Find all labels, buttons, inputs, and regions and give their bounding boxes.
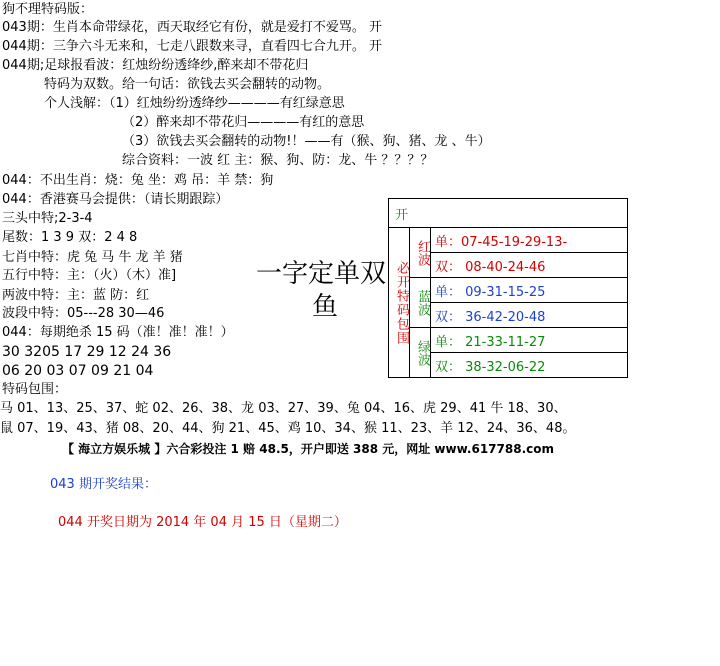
wave-table [388,198,628,378]
line-surround-title: 特码包围： [2,382,68,397]
line-five-elements: 五行中特：主：（火）（木）准] [2,268,177,283]
red-odd: 单：07-45-19-29-13- [431,228,628,253]
green-odd: 单： 21-33-11-27 [431,328,628,353]
line-seven-zodiac: 七肖中特：虎 兔 马 牛 龙 羊 猪 [2,250,183,265]
ad-banner: 【 海立方娱乐城 】六合彩投注 1 赔 48.5，开户即送 388 元，网址 www.617788.com [62,442,554,456]
line-kill: 044：每期绝杀 15 码（准！准！准！） [2,325,234,340]
big-title-line-1: 一字定单双 [256,259,387,289]
line-explain-2: （2）醉来却不带花归————有红的意思 [122,115,365,130]
line-explain-1: 个人浅解：（1）红烛纷纷透绛纱————有红绿意思 [44,96,345,111]
green-even: 双： 38-32-06-22 [431,353,628,378]
line-kill-nums-1: 30 3205 17 29 12 24 36 [2,344,172,360]
big-title-line-2: 鱼 [312,292,339,322]
line-even-hint: 特码为双数。给一句话：欲钱去买会翻转的动物。 [44,77,331,92]
line-surround-1: 马 01、13、25、37、蛇 02、26、38、龙 03、27、39、兔 04、16、虎 29、41 牛 18、30、 [0,401,567,416]
line-two-waves: 两波中特：主：蓝 防：红 [2,288,150,303]
line-football: 044期;足球报看波：红烛纷纷透绛纱,醉来却不带花归 [2,58,309,73]
line-044-poem: 044期：三争六斗无来和，七走八跟数来寻，直看四七合九开。 开 [2,39,382,54]
line-no-zodiac: 044：不出生肖：烧：兔 坐：鸡 吊：羊 禁：狗 [2,173,274,188]
line-kill-nums-2: 06 20 03 07 09 21 04 [2,363,154,379]
date-line: 044 开奖日期为 2014 年 04 月 15 日（星期二） [58,515,347,530]
red-even: 双： 08-40-24-46 [431,253,628,278]
result-title: 043 期开奖结果： [50,477,157,492]
line-heads: 三头中特;2-3-4 [2,211,93,226]
line-jockey: 044：香港赛马会提供：（请长期跟踪） [2,192,229,207]
line-title: 狗不理特码版： [2,2,94,17]
blue-wave-label: 蓝波 [410,278,431,328]
green-wave-label: 绿波 [410,328,431,378]
line-tails: 尾数：1 3 9 双：2 4 8 [2,230,138,245]
red-wave-label: 红波 [410,228,431,278]
line-043-poem: 043期：生肖本命带绿花，西天取经它有份，就是爱打不爱骂。 开 [2,20,382,35]
table-header: 开 [389,199,628,228]
line-summary: 综合资料：一波 红 主：猴、狗、防：龙、牛 ？？？？ [122,153,434,168]
table-side-label: 必开特码包围 [389,228,410,378]
blue-even: 双： 36-42-20-48 [431,303,628,328]
blue-odd: 单： 09-31-15-25 [431,278,628,303]
line-explain-3: （3）欲钱去买会翻转的动物!！——有（猴、狗、猪、龙 、牛） [122,134,491,149]
line-surround-2: 鼠 07、19、43、猪 08、20、44、狗 21、45、鸡 10、34、猴 11、23、羊 12、24、36、48。 [0,421,576,436]
line-wave-segment: 波段中特：05---28 30—46 [2,306,165,321]
